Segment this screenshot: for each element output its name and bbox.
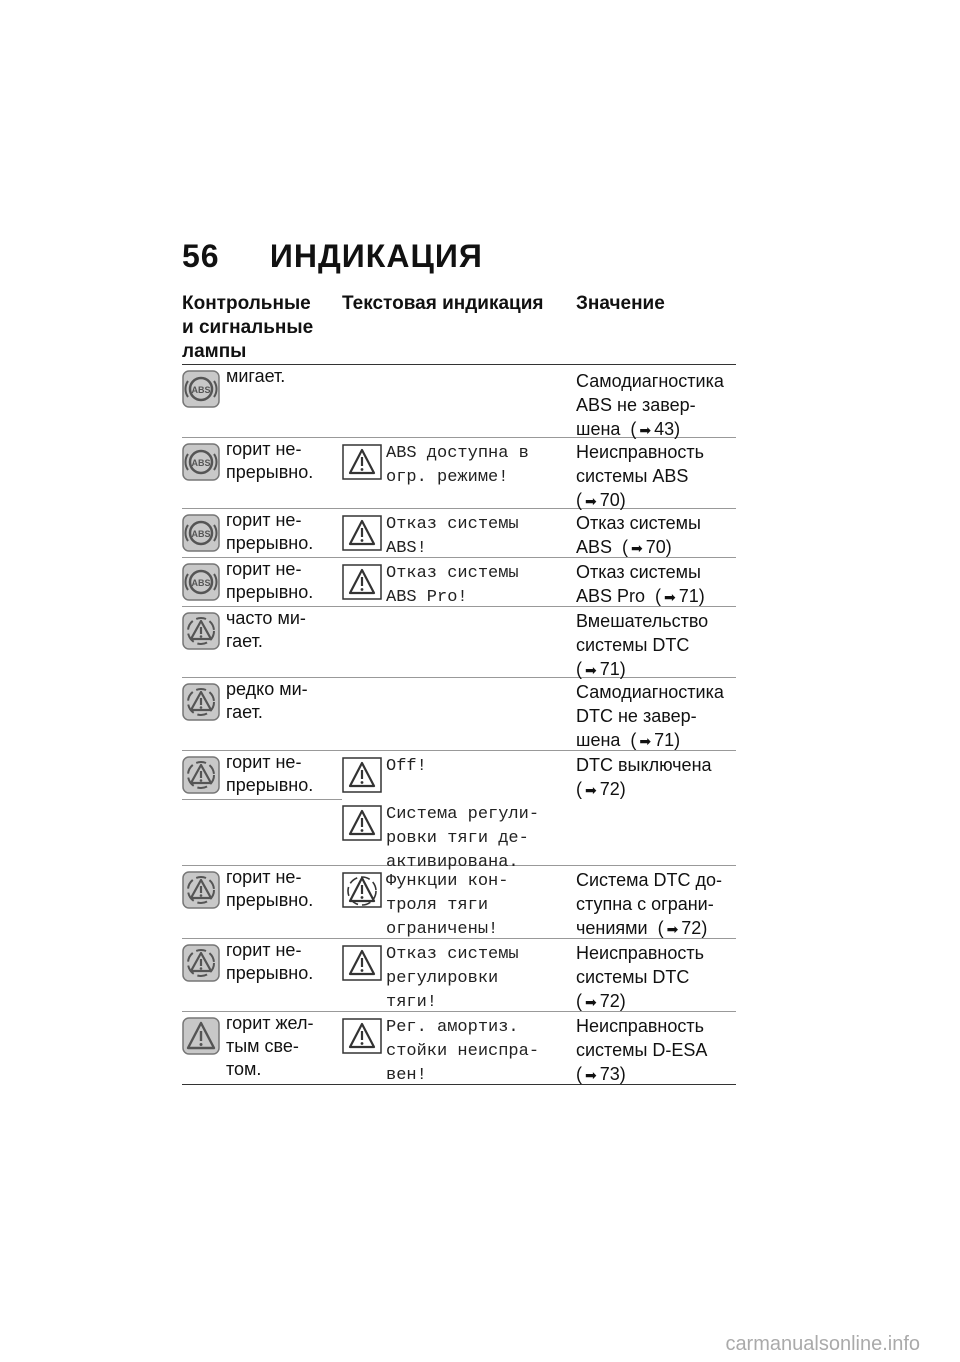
warning-triangle-icon [342,1018,382,1054]
meaning-label: Неисправность системы D-ESA ( [576,1016,708,1084]
page-reference[interactable]: 72) [599,779,626,799]
warning-triangle-icon [342,945,382,981]
meaning-label: Неисправность системы DTC ( [576,943,704,1011]
meaning-text: Отказ системы ABS ( ➡ 70) [576,511,701,560]
indicator-table [182,364,736,1085]
lamp-condition: горит не- прерывно. [226,940,314,983]
footer-watermark: carmanualsonline.info [725,1333,920,1355]
svg-text:ABS: ABS [191,458,211,468]
page-reference[interactable]: 71) [599,659,626,679]
meaning-label: Отказ системы ABS [576,513,701,557]
meaning-text [576,1014,707,1087]
table-row [182,438,736,509]
warning-triangle-icon [342,872,382,908]
meaning-label: Система DTC до- ступна с ограни- чениями [576,870,722,938]
abs-icon [182,370,220,408]
page-reference[interactable]: 71) [678,586,705,606]
table-row [182,678,736,751]
page-number: 56 [182,238,220,274]
svg-text:ABS: ABS [191,578,211,588]
page-reference[interactable]: 70) [599,490,626,510]
meaning-text: Система DTC до- ступна с ограни- чениями ( ➡ 72) [576,868,722,941]
table-row [182,866,736,939]
sub-row-divider [182,799,342,800]
column-header-text: Текстовая индикация [342,293,544,314]
page-reference-arrow-icon: ➡ [585,782,597,798]
dtc-icon [182,756,220,794]
column-header-meaning: Значение [576,293,665,314]
page-reference-arrow-icon: ➡ [639,422,652,438]
column-header-lamps: Контрольные и сигнальные лампы [182,293,314,362]
display-message: Отказ системы регулировки тяги! [386,945,519,1012]
meaning-label: DTC выключена ( [576,755,712,799]
warning-triangle-icon [342,515,382,551]
display-message: ABS доступна в огр. режиме! [386,444,529,487]
lamp-condition: редко ми- гает. [226,679,308,722]
warning-triangle-icon [342,805,382,841]
meaning-text: Отказ системы ABS Pro ( ➡ 71) [576,560,705,609]
meaning-text [576,609,708,682]
page-reference-arrow-icon: ➡ [585,662,597,678]
lamp-condition: горит не- прерывно. [226,510,314,553]
page-reference-arrow-icon: ➡ [664,589,676,605]
display-message: Off! [386,757,427,776]
display-message: Отказ системы ABS! [386,515,519,558]
meaning-text: Самодиагностика DTC не завер- шена ( ➡ 71) [576,680,724,753]
table-row [182,365,736,438]
page-reference-arrow-icon: ➡ [666,921,679,937]
meaning-text [576,440,704,513]
meaning-text [576,753,712,802]
table-row [182,607,736,678]
page-reference[interactable]: 43) [654,419,681,439]
page-title: ИНДИКАЦИЯ [269,238,483,274]
lamp-condition: горит не- прерывно. [226,752,314,795]
page-reference-arrow-icon: ➡ [585,493,597,509]
lamp-condition: горит жел- тым све- том. [226,1013,314,1079]
meaning-text [576,941,704,1014]
dtc-icon [182,612,220,650]
svg-text:ABS: ABS [191,529,211,539]
page-reference[interactable]: 72) [599,991,626,1011]
meaning-text: Самодиагностика ABS не завер- шена ( ➡ 43) [576,369,724,442]
lamp-condition: горит не- прерывно. [226,559,314,602]
display-message: Система регули- ровки тяги де- активирована. [386,805,540,872]
dtc-icon [182,871,220,909]
meaning-label: Самодиагностика DTC не завер- шена [576,682,724,750]
meaning-label: Отказ системы ABS Pro [576,562,701,606]
display-message: Отказ системы ABS Pro! [386,564,519,607]
page-reference-arrow-icon: ➡ [631,540,643,556]
page-reference[interactable]: 71) [654,730,681,750]
page-reference[interactable]: 73) [599,1064,626,1084]
warning-triangle-icon [342,564,382,600]
meaning-label: Неисправность системы ABS ( [576,442,704,510]
page-header [182,238,483,275]
warning-triangle-icon [342,757,382,793]
table-row [182,1012,736,1085]
table-row [182,558,736,607]
warning-triangle-icon [342,444,382,480]
page-reference-arrow-icon: ➡ [585,1067,597,1083]
abs-icon [182,514,220,552]
page-reference[interactable]: 70) [645,537,672,557]
lamp-condition: горит не- прерывно. [226,439,314,482]
dtc-icon [182,944,220,982]
display-message: Функции кон- троля тяги ограничены! [386,872,509,939]
table-row [182,509,736,558]
abs-icon [182,443,220,481]
meaning-label: Самодиагностика ABS не завер- шена [576,371,724,439]
dtc-icon [182,683,220,721]
page-reference-arrow-icon: ➡ [585,994,597,1010]
svg-text:ABS: ABS [191,385,211,395]
lamp-condition: мигает. [226,366,286,386]
abs-icon [182,563,220,601]
page-reference-arrow-icon: ➡ [639,733,652,749]
table-row [182,939,736,1012]
lamp-condition: часто ми- гает. [226,608,306,651]
lamp-condition: горит не- прерывно. [226,867,314,910]
warning-icon [182,1017,220,1055]
page-reference[interactable]: 72) [681,918,708,938]
display-message: Рег. амортиз. стойки неиспра- вен! [386,1018,540,1085]
meaning-label: Вмешательство системы DTC ( [576,611,709,679]
table-row [182,751,736,872]
